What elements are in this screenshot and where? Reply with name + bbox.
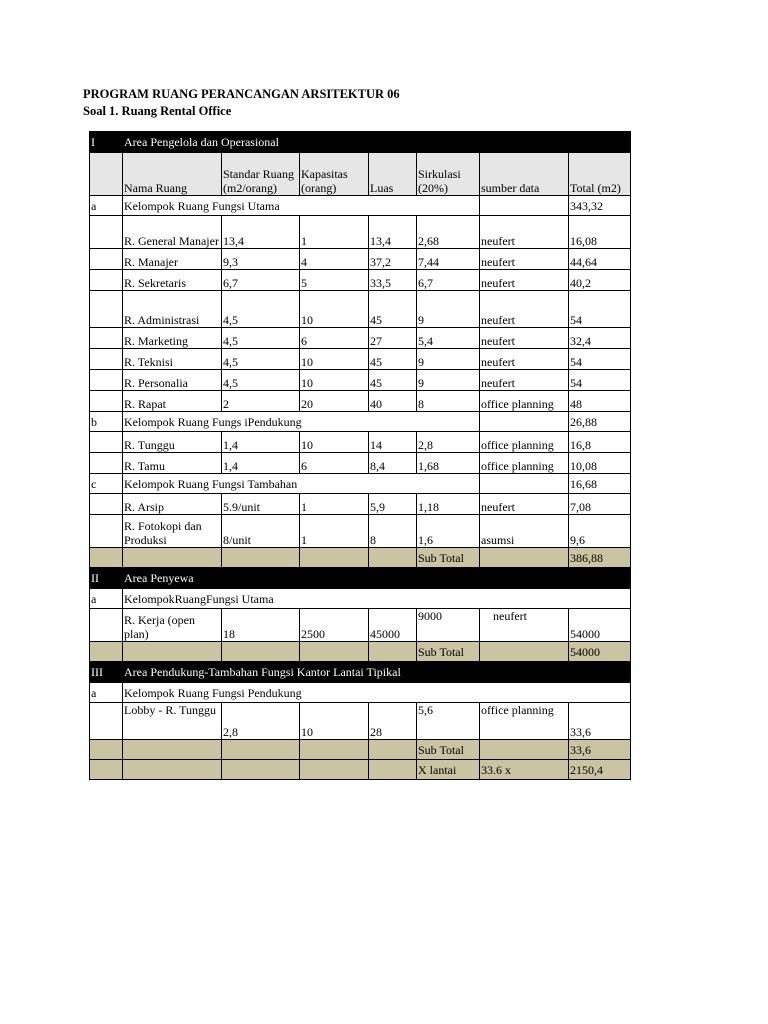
cell-total: 16,08 — [569, 216, 631, 249]
cell-nama: R. Personalia — [123, 370, 222, 391]
cell-sumber: neufert — [480, 609, 569, 642]
cell-total: 7,08 — [569, 494, 631, 515]
subtotal-row — [90, 548, 631, 568]
document-title: PROGRAM RUANG PERANCANGAN ARSITEKTUR 06 — [83, 87, 400, 101]
group-name: Kelompok Ruang Fungsi Tambahan — [123, 474, 480, 494]
cell-kapasitas: 6 — [300, 328, 369, 349]
cell-luas: 8,4 — [369, 453, 417, 474]
group-row — [90, 412, 631, 432]
cell-sirkulasi: 6,7 — [417, 270, 480, 291]
section-title: Area Pendukung-Tambahan Fungsi Kantor Lantai Tipikal — [123, 662, 631, 683]
cell-sirkulasi: 9 — [417, 370, 480, 391]
cell-sumber: neufert — [480, 349, 569, 370]
table-row — [90, 291, 631, 328]
cell-sumber: office planning — [480, 391, 569, 412]
cell-nama: R. Arsip — [123, 494, 222, 515]
table-row — [90, 515, 631, 548]
program-ruang-table — [89, 131, 631, 780]
cell-luas: 45 — [369, 291, 417, 328]
cell-total: 16,8 — [569, 432, 631, 453]
cell-total: 54 — [569, 349, 631, 370]
cell-sumber: neufert — [480, 216, 569, 249]
group-total: 16,68 — [569, 474, 631, 494]
cell-nama: R. Rapat — [123, 391, 222, 412]
cell-kapasitas: 6 — [300, 453, 369, 474]
table-row — [90, 370, 631, 391]
lantai-factor: 33.6 x — [480, 760, 569, 780]
cell-kapasitas: 20 — [300, 391, 369, 412]
cell-nama: Lobby - R. Tunggu — [123, 703, 222, 740]
group-row — [90, 589, 631, 609]
group-total: 343,32 — [569, 196, 631, 216]
cell-sumber: office planning — [480, 453, 569, 474]
document-subtitle: Soal 1. Ruang Rental Office — [83, 104, 232, 118]
group-name: Kelompok Ruang Fungsi Utama — [123, 196, 480, 216]
cell-total: 40,2 — [569, 270, 631, 291]
cell-kapasitas: 10 — [300, 349, 369, 370]
cell-sirkulasi: 2,68 — [417, 216, 480, 249]
table-row — [90, 609, 631, 642]
cell-sirkulasi: 1,68 — [417, 453, 480, 474]
cell-nama: R. Kerja (open plan) — [123, 609, 222, 642]
cell-sirkulasi: 9 — [417, 349, 480, 370]
cell-standar: 4,5 — [222, 370, 300, 391]
cell-standar: 18 — [222, 609, 300, 642]
cell-sumber: neufert — [480, 291, 569, 328]
section-number: II — [90, 568, 123, 589]
group-row — [90, 683, 631, 703]
cell-sirkulasi: 5,4 — [417, 328, 480, 349]
section-header — [90, 662, 631, 683]
cell-total: 54 — [569, 291, 631, 328]
cell-standar: 9,3 — [222, 249, 300, 270]
cell-luas: 5,9 — [369, 494, 417, 515]
cell-total: 32,4 — [569, 328, 631, 349]
col-kapasitas: Kapasitas (orang) — [300, 153, 369, 196]
cell-nama: R. General Manajer — [123, 216, 222, 249]
section-header — [90, 568, 631, 589]
cell-kapasitas: 1 — [300, 515, 369, 548]
table-row — [90, 349, 631, 370]
subtotal-value: 54000 — [569, 642, 631, 662]
lantai-row — [90, 760, 631, 780]
subtotal-row — [90, 740, 631, 760]
cell-kapasitas: 5 — [300, 270, 369, 291]
cell-standar: 6,7 — [222, 270, 300, 291]
column-header-row — [90, 153, 631, 196]
cell-sumber: neufert — [480, 249, 569, 270]
cell-luas: 33,5 — [369, 270, 417, 291]
table-row — [90, 249, 631, 270]
cell-standar: 2 — [222, 391, 300, 412]
subtotal-label: Sub Total — [417, 642, 480, 662]
table-row — [90, 703, 631, 740]
subtotal-row — [90, 642, 631, 662]
cell-luas: 14 — [369, 432, 417, 453]
cell-sirkulasi: 1,6 — [417, 515, 480, 548]
cell-kapasitas: 1 — [300, 494, 369, 515]
cell-total: 48 — [569, 391, 631, 412]
lantai-label: X lantai — [417, 760, 480, 780]
col-standar-ruang: Standar Ruang (m2/orang) — [222, 153, 300, 196]
table-row — [90, 328, 631, 349]
table-row — [90, 216, 631, 249]
subtotal-label: Sub Total — [417, 740, 480, 760]
cell-luas: 8 — [369, 515, 417, 548]
cell-total: 54 — [569, 370, 631, 391]
cell-standar: 4,5 — [222, 349, 300, 370]
cell-sumber: office planning — [480, 432, 569, 453]
group-name: Kelompok Ruang Fungs iPendukung — [123, 412, 480, 432]
group-name: KelompokRuangFungsi Utama — [123, 589, 631, 609]
cell-total: 9,6 — [569, 515, 631, 548]
cell-sirkulasi: 5,6 — [417, 703, 480, 740]
cell-nama: R. Manajer — [123, 249, 222, 270]
section-header — [90, 132, 631, 153]
cell-standar: 13,4 — [222, 216, 300, 249]
table-row — [90, 391, 631, 412]
col-nama-ruang: Nama Ruang — [123, 153, 222, 196]
group-total: 26,88 — [569, 412, 631, 432]
cell-sumber: neufert — [480, 494, 569, 515]
cell-nama: R. Administrasi — [123, 291, 222, 328]
cell-standar: 4,5 — [222, 291, 300, 328]
cell-sumber: neufert — [480, 270, 569, 291]
section-title: Area Pengelola dan Operasional — [123, 132, 631, 153]
cell-sirkulasi: 2,8 — [417, 432, 480, 453]
cell-nama: R. Tunggu — [123, 432, 222, 453]
cell-kapasitas: 10 — [300, 432, 369, 453]
cell-nama: R. Sekretaris — [123, 270, 222, 291]
cell-sirkulasi: 8 — [417, 391, 480, 412]
cell-sirkulasi: 9000 — [417, 609, 480, 642]
table-row — [90, 432, 631, 453]
cell-kapasitas: 10 — [300, 370, 369, 391]
subtotal-value: 386,88 — [569, 548, 631, 568]
subtotal-value: 33,6 — [569, 740, 631, 760]
cell-luas: 13,4 — [369, 216, 417, 249]
cell-standar: 1,4 — [222, 453, 300, 474]
cell-sirkulasi: 9 — [417, 291, 480, 328]
cell-standar: 4,5 — [222, 328, 300, 349]
table-row — [90, 453, 631, 474]
cell-sumber: asumsi — [480, 515, 569, 548]
cell-standar: 1,4 — [222, 432, 300, 453]
cell-sirkulasi: 1,18 — [417, 494, 480, 515]
cell-total: 33,6 — [569, 703, 631, 740]
cell-kapasitas: 4 — [300, 249, 369, 270]
group-letter: a — [90, 589, 123, 609]
cell-sumber: neufert — [480, 328, 569, 349]
cell-luas: 27 — [369, 328, 417, 349]
col-sirkulasi: Sirkulasi (20%) — [417, 153, 480, 196]
section-title: Area Penyewa — [123, 568, 631, 589]
cell-luas: 45 — [369, 349, 417, 370]
cell-nama: R. Tamu — [123, 453, 222, 474]
cell-luas: 45000 — [369, 609, 417, 642]
table-row — [90, 494, 631, 515]
col-total: Total (m2) — [569, 153, 631, 196]
group-row — [90, 196, 631, 216]
cell-nama: R. Marketing — [123, 328, 222, 349]
cell-kapasitas: 10 — [300, 291, 369, 328]
col-luas: Luas — [369, 153, 417, 196]
group-letter: c — [90, 474, 123, 494]
group-letter: a — [90, 683, 123, 703]
cell-total: 10,08 — [569, 453, 631, 474]
subtotal-label: Sub Total — [417, 548, 480, 568]
section-number: I — [90, 132, 123, 153]
cell-nama: R. Teknisi — [123, 349, 222, 370]
col-sumber-data: sumber data — [480, 153, 569, 196]
cell-luas: 45 — [369, 370, 417, 391]
group-letter: b — [90, 412, 123, 432]
cell-total: 54000 — [569, 609, 631, 642]
table-row — [90, 270, 631, 291]
cell-sumber: office planning — [480, 703, 569, 740]
cell-kapasitas: 10 — [300, 703, 369, 740]
cell-sumber: neufert — [480, 370, 569, 391]
section-number: III — [90, 662, 123, 683]
cell-standar: 5.9/unit — [222, 494, 300, 515]
cell-sirkulasi: 7,44 — [417, 249, 480, 270]
cell-kapasitas: 2500 — [300, 609, 369, 642]
cell-luas: 37,2 — [369, 249, 417, 270]
cell-standar: 2,8 — [222, 703, 300, 740]
group-name: Kelompok Ruang Fungsi Pendukung — [123, 683, 631, 703]
cell-kapasitas: 1 — [300, 216, 369, 249]
cell-luas: 40 — [369, 391, 417, 412]
cell-nama: R. Fotokopi dan Produksi — [123, 515, 222, 548]
cell-standar: 8/unit — [222, 515, 300, 548]
group-letter: a — [90, 196, 123, 216]
cell-total: 44,64 — [569, 249, 631, 270]
cell-luas: 28 — [369, 703, 417, 740]
lantai-value: 2150,4 — [569, 760, 631, 780]
group-row — [90, 474, 631, 494]
